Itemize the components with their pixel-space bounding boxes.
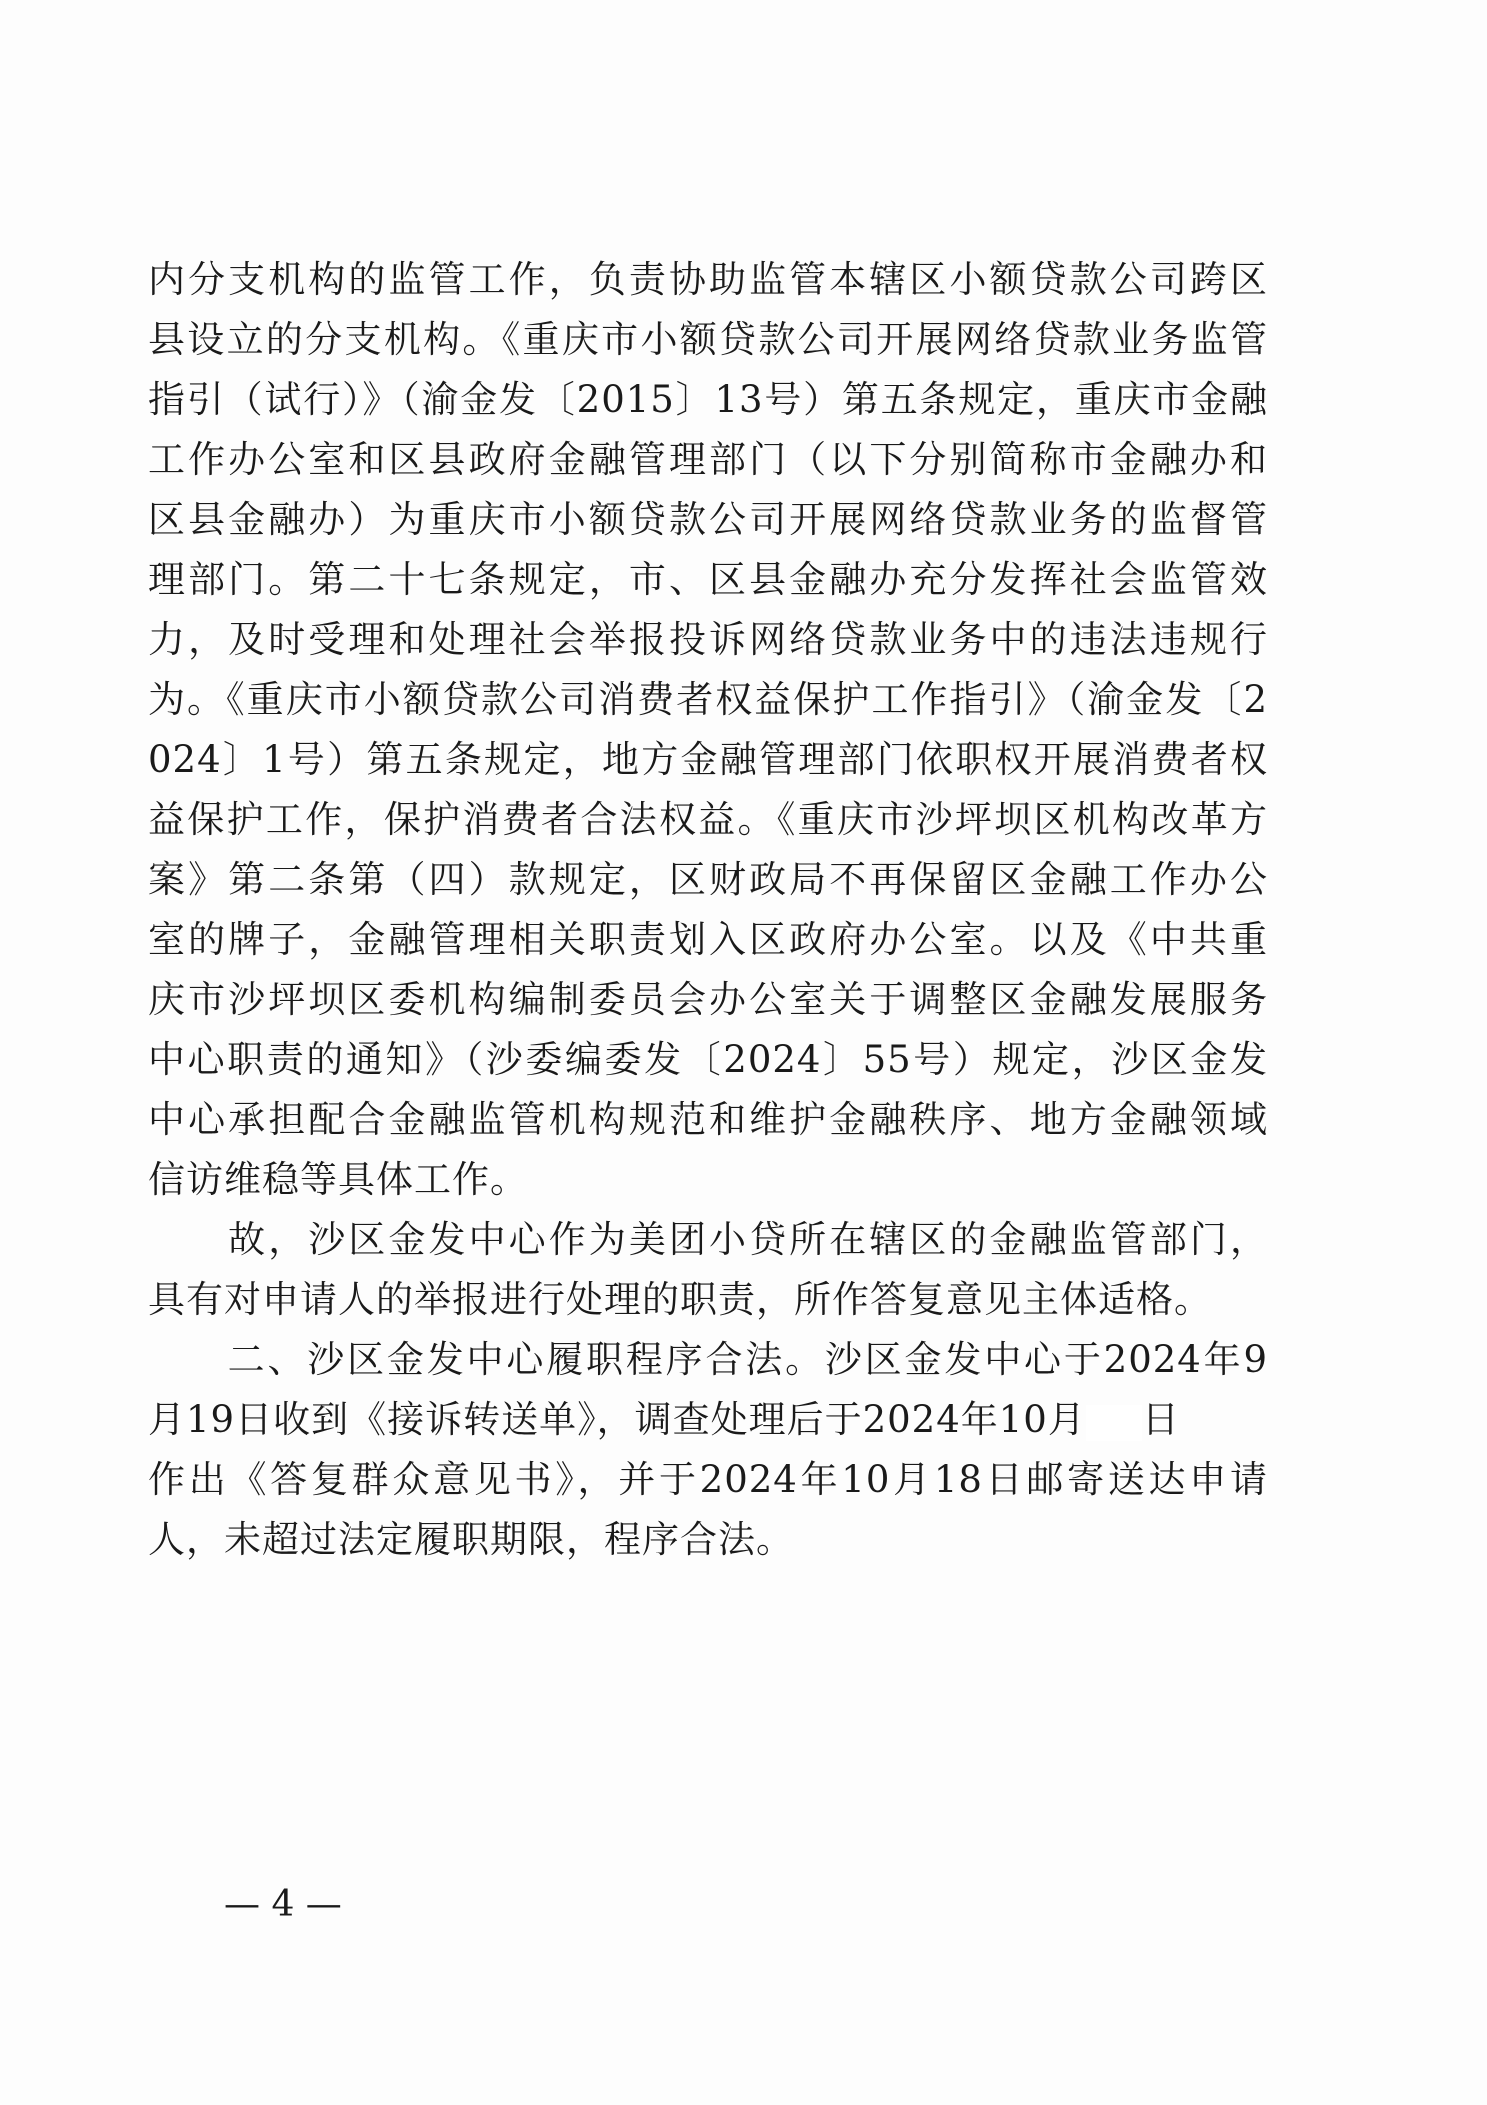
document-body — [148, 250, 1268, 1570]
text-line: 中心职责的通知》（沙委编委发〔2024〕55号）规定，沙区金发 — [148, 1038, 1268, 1081]
text-line: 内分支机构的监管工作，负责协助监管本辖区小额贷款公司跨区 — [148, 258, 1268, 301]
text-line: 信访维稳等具体工作。 — [148, 1158, 528, 1201]
text-line: 工作办公室和区县政府金融管理部门（以下分别简称市金融办和 — [148, 438, 1268, 481]
text-line: 室的牌子，金融管理相关职责划入区政府办公室。以及《中共重 — [148, 918, 1268, 961]
text-line: 益保护工作，保护消费者合法权益。《重庆市沙坪坝区机构改革方 — [148, 798, 1268, 841]
text-line: 为。《重庆市小额贷款公司消费者权益保护工作指引》（渝金发〔2 — [148, 678, 1268, 721]
text-line: 作出《答复群众意见书》，并于2024年10月18日邮寄送达申请 — [148, 1458, 1268, 1501]
text-line-with-redaction — [148, 1390, 1268, 1450]
text-segment: 日 — [1141, 1398, 1180, 1441]
text-line: 024〕1号）第五条规定，地方金融管理部门依职权开展消费者权 — [148, 738, 1268, 781]
text-line: 案》第二条第（四）款规定，区财政局不再保留区金融工作办公 — [148, 858, 1268, 901]
text-line: 故，沙区金发中心作为美团小贷所在辖区的金融监管部门， — [148, 1218, 1268, 1261]
text-line: 中心承担配合金融监管机构规范和维护金融秩序、地方金融领域 — [148, 1098, 1268, 1141]
text-line: 具有对申请人的举报进行处理的职责，所作答复意见主体适格。 — [148, 1278, 1212, 1321]
page-number: — 4 — — [224, 1884, 342, 1925]
text-line: 二、沙区金发中心履职程序合法。沙区金发中心于2024年9 — [148, 1338, 1268, 1381]
text-line: 理部门。第二十七条规定，市、区县金融办充分发挥社会监管效 — [148, 558, 1268, 601]
text-segment: 月19日收到《接诉转送单》，调查处理后于2024年10月 — [148, 1398, 1086, 1441]
text-line: 力，及时受理和处理社会举报投诉网络贷款业务中的违法违规行 — [148, 618, 1268, 661]
text-line: 人，未超过法定履职期限，程序合法。 — [148, 1518, 794, 1561]
text-line: 指引（试行）》（渝金发〔2015〕13号）第五条规定，重庆市金融 — [148, 378, 1268, 421]
text-line: 区县金融办）为重庆市小额贷款公司开展网络贷款业务的监督管 — [148, 498, 1268, 541]
text-line: 县设立的分支机构。《重庆市小额贷款公司开展网络贷款业务监管 — [148, 318, 1268, 361]
redacted-area — [1086, 1405, 1142, 1441]
text-line: 庆市沙坪坝区委机构编制委员会办公室关于调整区金融发展服务 — [148, 978, 1268, 1021]
